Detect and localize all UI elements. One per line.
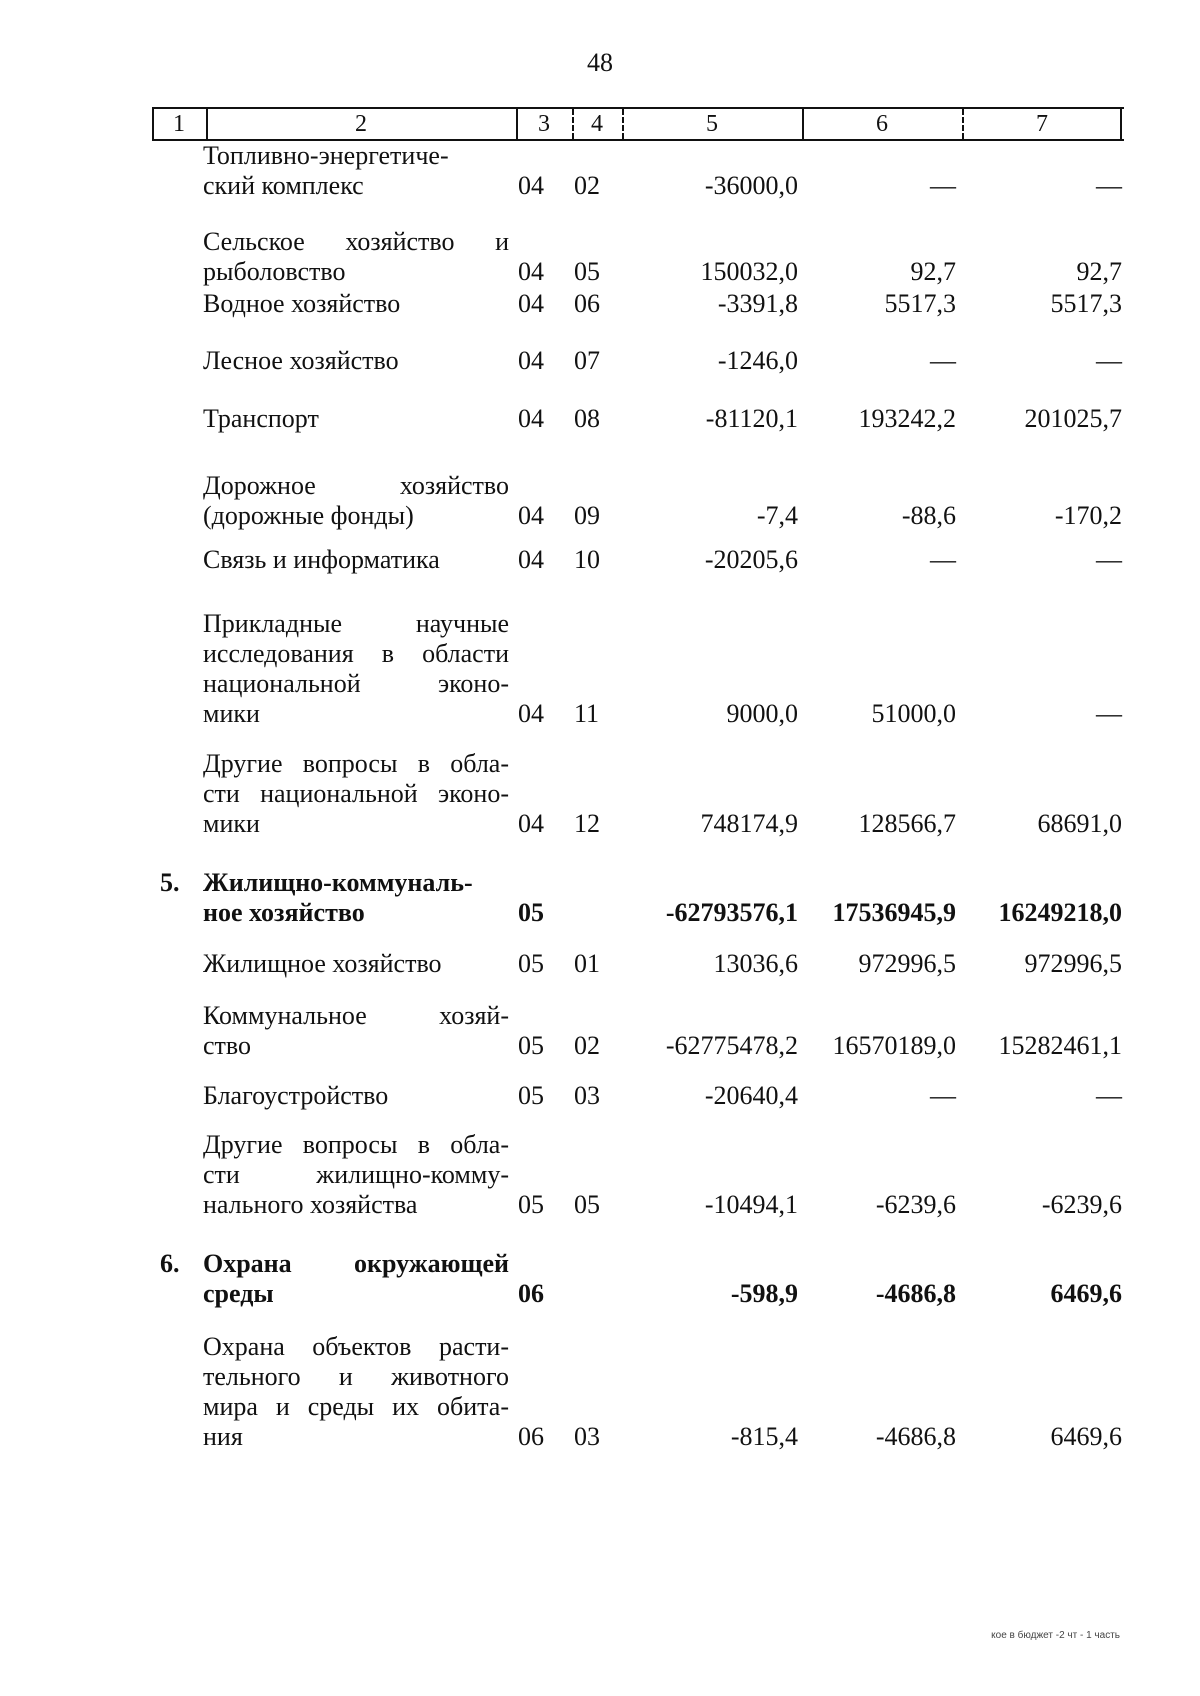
row-number: 5. (160, 868, 180, 897)
header-col-5: 5 (706, 111, 718, 137)
row-name-line: Охрана объектов расти- (203, 1332, 509, 1361)
cell-col-6: — (930, 171, 956, 200)
row-name-line: среды (203, 1279, 274, 1308)
cell-col-7: 68691,0 (1037, 809, 1122, 838)
cell-col-5: -1246,0 (717, 346, 798, 375)
row-name-line: сти жилищно-комму- (203, 1160, 509, 1189)
cell-col-3: 04 (518, 289, 544, 318)
cell-col-7: 972996,5 (1024, 949, 1122, 978)
row-name (203, 545, 509, 575)
cell-col-3: 04 (518, 699, 544, 728)
row-name-line: Охрана окружающей (203, 1249, 509, 1278)
row-name-line: нального хозяйства (203, 1190, 418, 1219)
row-name-line: ство (203, 1031, 252, 1060)
cell-col-3: 04 (518, 809, 544, 838)
row-name (203, 227, 509, 287)
cell-col-4: 01 (574, 949, 600, 978)
row-name (203, 1332, 509, 1452)
row-name-line: Жилищно-коммуналь- (203, 868, 473, 897)
cell-col-3: 04 (518, 545, 544, 574)
row-name-line: Другие вопросы в обла- (203, 749, 509, 778)
row-name-line: мики (203, 699, 260, 728)
cell-col-7: — (1096, 1081, 1122, 1110)
row-number: 6. (160, 1249, 180, 1278)
cell-col-7: 15282461,1 (998, 1031, 1122, 1060)
cell-col-7: — (1096, 545, 1122, 574)
row-name-line: Дорожное хозяйство (203, 471, 509, 500)
cell-col-5: -62793576,1 (665, 898, 798, 927)
row-name (203, 471, 509, 531)
cell-col-3: 04 (518, 404, 544, 433)
cell-col-6: 128566,7 (858, 809, 956, 838)
cell-col-4: 08 (574, 404, 600, 433)
cell-col-5: -7,4 (756, 501, 798, 530)
row-name (203, 749, 509, 839)
header-col-6: 6 (876, 111, 888, 137)
table-header (152, 107, 1124, 141)
cell-col-7: — (1096, 171, 1122, 200)
header-col-2: 2 (355, 111, 367, 137)
row-name-line: национальной эконо- (203, 669, 509, 698)
cell-col-4: 03 (574, 1422, 600, 1451)
cell-col-5: -598,9 (730, 1279, 798, 1308)
cell-col-5: -62775478,2 (665, 1031, 798, 1060)
cell-col-7: 201025,7 (1024, 404, 1122, 433)
row-name-line: Водное хозяйство (203, 289, 401, 318)
cell-col-6: -4686,8 (875, 1279, 956, 1308)
footer-note: кое в бюджет -2 чт - 1 часть (991, 1630, 1120, 1641)
cell-col-6: 5517,3 (884, 289, 956, 318)
header-col-3: 3 (538, 111, 550, 137)
row-name-line: Коммунальное хозяй- (203, 1001, 509, 1030)
row-name-line: Топливно-энергетиче- (203, 141, 449, 170)
cell-col-4: 07 (574, 346, 600, 375)
cell-col-4: 05 (574, 1190, 600, 1219)
cell-col-5: -20205,6 (704, 545, 798, 574)
cell-col-5: -10494,1 (704, 1190, 798, 1219)
row-name (203, 346, 509, 376)
cell-col-3: 06 (518, 1279, 544, 1308)
row-name-line: Транспорт (203, 404, 319, 433)
header-col-1: 1 (173, 111, 185, 137)
cell-col-4: 10 (574, 545, 600, 574)
cell-col-3: 05 (518, 1031, 544, 1060)
row-name-line: Сельское хозяйство и (203, 227, 509, 256)
cell-col-5: -36000,0 (704, 171, 798, 200)
cell-col-5: 748174,9 (700, 809, 798, 838)
cell-col-6: 16570189,0 (832, 1031, 956, 1060)
row-name-line: ский комплекс (203, 171, 364, 200)
cell-col-5: 150032,0 (700, 257, 798, 286)
cell-col-7: 6469,6 (1050, 1422, 1122, 1451)
cell-col-3: 05 (518, 1081, 544, 1110)
row-name (203, 868, 509, 928)
row-name-line: исследования в области (203, 639, 509, 668)
row-name (203, 289, 509, 319)
cell-col-6: 17536945,9 (832, 898, 956, 927)
row-name (203, 1001, 509, 1061)
header-col-4: 4 (591, 111, 603, 137)
row-name-line: мира и среды их обита- (203, 1392, 509, 1421)
cell-col-7: -170,2 (1054, 501, 1122, 530)
cell-col-6: 51000,0 (871, 699, 956, 728)
cell-col-4: 09 (574, 501, 600, 530)
cell-col-6: -4686,8 (875, 1422, 956, 1451)
cell-col-3: 05 (518, 949, 544, 978)
cell-col-5: -81120,1 (705, 404, 798, 433)
cell-col-6: — (930, 346, 956, 375)
row-name-line: ное хозяйство (203, 898, 365, 927)
cell-col-5: -20640,4 (704, 1081, 798, 1110)
cell-col-6: 193242,2 (858, 404, 956, 433)
cell-col-7: -6239,6 (1041, 1190, 1122, 1219)
cell-col-7: 6469,6 (1050, 1279, 1122, 1308)
row-name (203, 1249, 509, 1309)
cell-col-5: 13036,6 (713, 949, 798, 978)
cell-col-3: 04 (518, 171, 544, 200)
cell-col-4: 05 (574, 257, 600, 286)
row-name-line: Благоустройство (203, 1081, 389, 1110)
cell-col-3: 04 (518, 346, 544, 375)
row-name-line: (дорожные фонды) (203, 501, 414, 530)
page-number: 48 (587, 48, 613, 77)
row-name-line: Лесное хозяйство (203, 346, 399, 375)
row-name-line: тельного и животного (203, 1362, 509, 1391)
row-name (203, 1130, 509, 1220)
cell-col-4: 03 (574, 1081, 600, 1110)
row-name (203, 1081, 509, 1111)
row-name-line: Другие вопросы в обла- (203, 1130, 509, 1159)
cell-col-6: 92,7 (910, 257, 956, 286)
cell-col-3: 05 (518, 1190, 544, 1219)
cell-col-3: 05 (518, 898, 544, 927)
cell-col-7: — (1096, 346, 1122, 375)
cell-col-5: -815,4 (730, 1422, 798, 1451)
cell-col-6: -6239,6 (875, 1190, 956, 1219)
row-name-line: сти национальной эконо- (203, 779, 509, 808)
cell-col-3: 04 (518, 501, 544, 530)
row-name-line: Связь и информатика (203, 545, 440, 574)
cell-col-7: — (1096, 699, 1122, 728)
row-name (203, 141, 509, 201)
cell-col-4: 02 (574, 171, 600, 200)
cell-col-4: 06 (574, 289, 600, 318)
cell-col-4: 12 (574, 809, 600, 838)
cell-col-3: 06 (518, 1422, 544, 1451)
row-name-line: рыболовство (203, 257, 346, 286)
cell-col-3: 04 (518, 257, 544, 286)
row-name (203, 404, 509, 434)
cell-col-7: 92,7 (1076, 257, 1122, 286)
cell-col-5: -3391,8 (717, 289, 798, 318)
cell-col-7: 5517,3 (1050, 289, 1122, 318)
cell-col-6: 972996,5 (858, 949, 956, 978)
header-col-7: 7 (1036, 111, 1048, 137)
cell-col-5: 9000,0 (726, 699, 798, 728)
cell-col-7: 16249218,0 (998, 898, 1122, 927)
row-name-line: Жилищное хозяйство (203, 949, 442, 978)
cell-col-4: 11 (574, 699, 600, 728)
row-name-line: Прикладные научные (203, 609, 509, 638)
cell-col-4: 02 (574, 1031, 600, 1060)
row-name (203, 949, 509, 979)
cell-col-6: — (930, 1081, 956, 1110)
row-name-line: мики (203, 809, 260, 838)
row-name (203, 609, 509, 729)
cell-col-6: -88,6 (901, 501, 956, 530)
row-name-line: ния (203, 1422, 243, 1451)
cell-col-6: — (930, 545, 956, 574)
